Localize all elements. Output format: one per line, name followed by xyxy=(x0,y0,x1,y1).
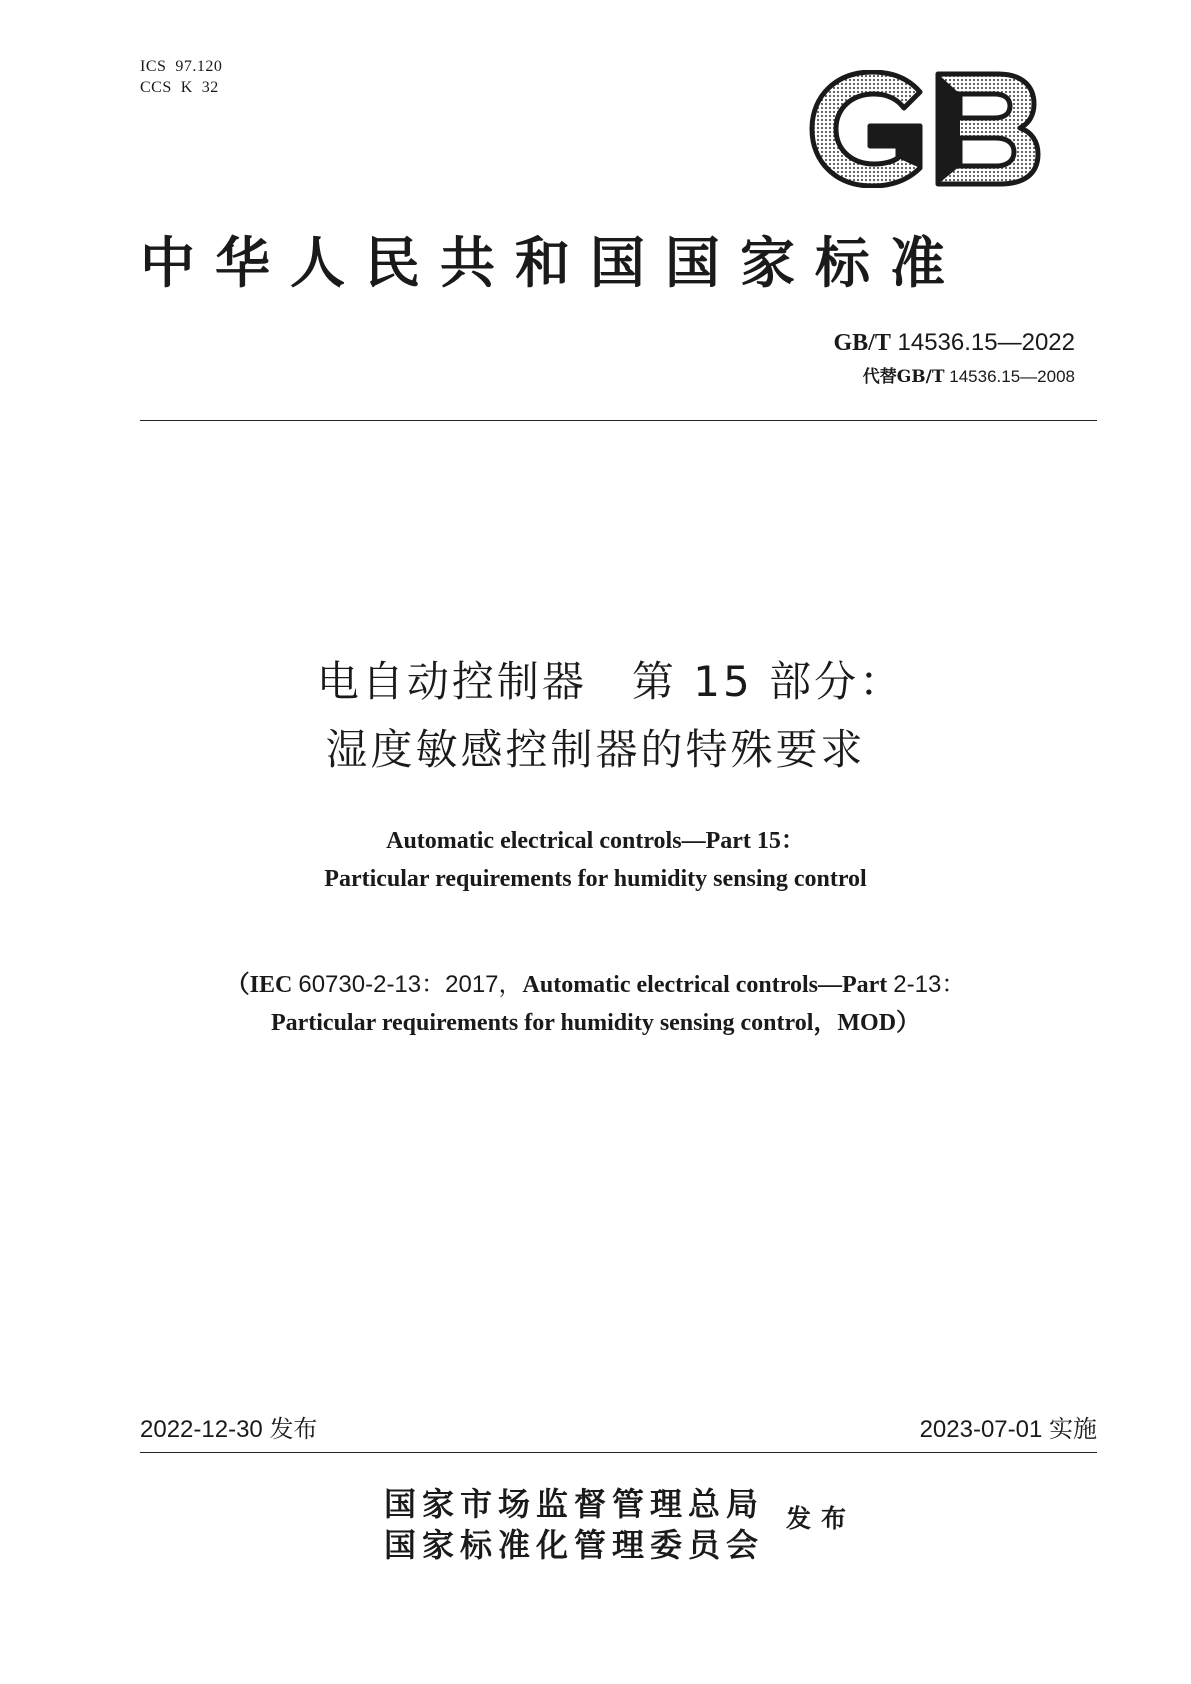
iec-number: 60730-2-13：2017， xyxy=(298,971,523,998)
classification-codes xyxy=(140,56,222,98)
standard-code: 14536.15—2022 xyxy=(897,329,1075,356)
implementation-date xyxy=(920,1414,1097,1445)
iec-part: 2-13： xyxy=(893,971,966,998)
replaces-code: 14536.15—2008 xyxy=(949,367,1075,386)
replaces-standard xyxy=(863,366,1075,388)
header-divider xyxy=(140,420,1097,421)
ics-code: ICS 97.120 xyxy=(140,58,223,75)
implementation-date-label: 实施 xyxy=(1049,1415,1097,1443)
standard-prefix: GB/T xyxy=(833,330,891,356)
issuing-authorities xyxy=(384,1484,764,1566)
iec-reference-line-1 xyxy=(0,966,1191,1004)
issue-date-value: 2022-12-30 xyxy=(140,1416,263,1443)
publish-label: 发布 xyxy=(786,1504,857,1533)
chinese-title-line-1: 电自动控制器 第 15 部分： xyxy=(316,657,905,706)
implementation-date-value: 2023-07-01 xyxy=(919,1416,1043,1443)
issue-date xyxy=(140,1414,317,1445)
footer-divider xyxy=(140,1452,1097,1453)
issuer-sac: 国家标准化管理委员会 xyxy=(384,1526,765,1564)
replaces-label: 代替 xyxy=(862,367,897,387)
iec-open: （IEC xyxy=(225,972,293,998)
national-standard-title: 中华人民共和国国家标准 xyxy=(140,230,966,295)
issue-date-label: 发布 xyxy=(269,1415,318,1443)
issuer-samr: 国家市场监督管理总局 xyxy=(384,1485,765,1523)
english-title xyxy=(0,822,1191,898)
ccs-code: CCS K 32 xyxy=(140,79,219,96)
iec-reference-line-2: Particular requirements for humidity sensing control，MOD） xyxy=(270,1010,921,1036)
chinese-title xyxy=(0,648,1191,784)
iec-title: Automatic electrical controls—Part xyxy=(522,972,888,998)
gb-logo-icon xyxy=(808,70,1042,188)
english-title-line-2: Particular requirements for humidity sensing control xyxy=(324,866,867,892)
standard-number xyxy=(833,328,1075,358)
iec-reference xyxy=(0,966,1191,1042)
replaces-prefix: GB/T xyxy=(896,367,945,387)
english-title-line-1: Automatic electrical controls—Part 15： xyxy=(386,828,805,854)
chinese-title-line-2: 湿度敏感控制器的特殊要求 xyxy=(325,725,866,774)
